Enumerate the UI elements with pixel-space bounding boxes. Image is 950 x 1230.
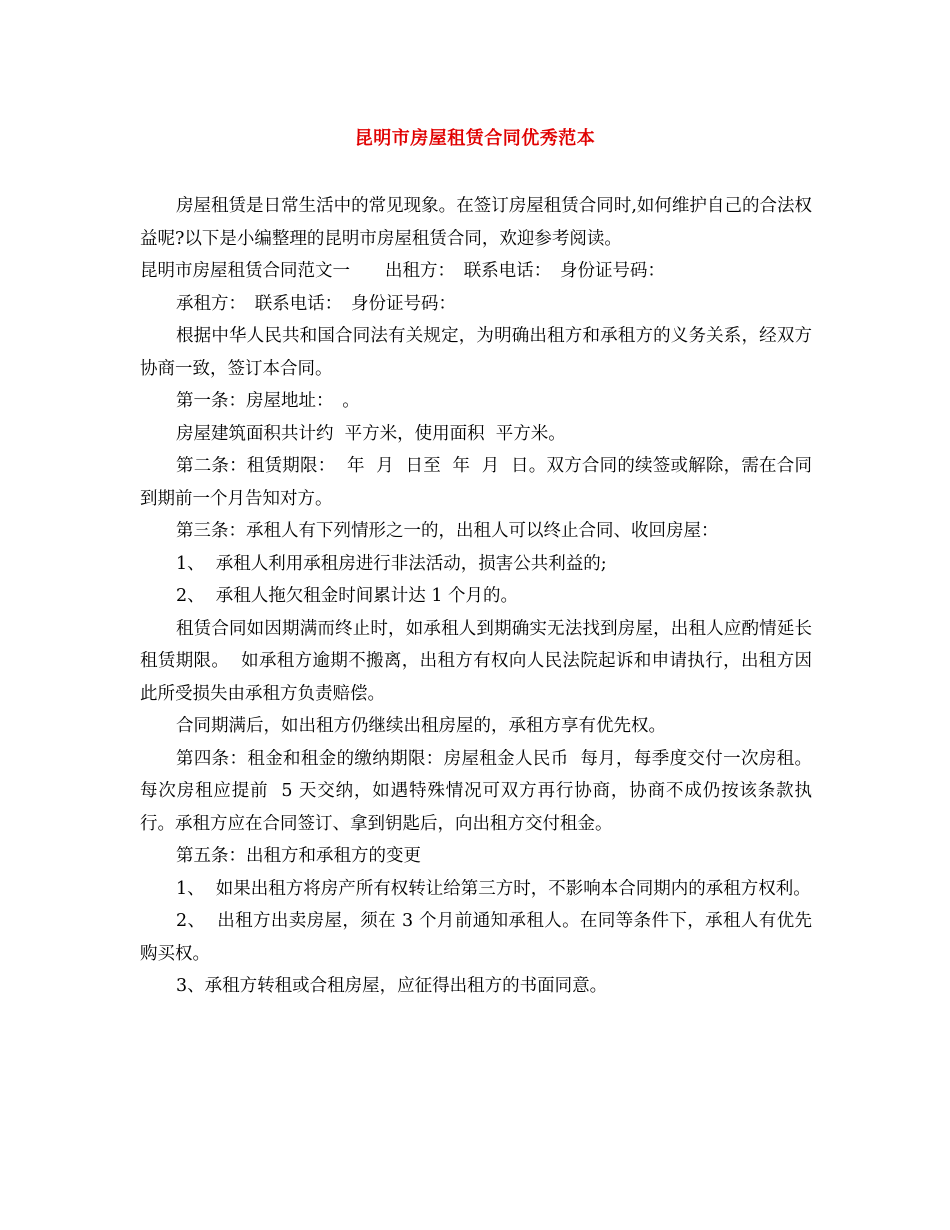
paragraph-legal-basis: 根据中华人民共和国合同法有关规定，为明确出租方和承租方的义务关系，经双方协商一致，签订本合同。 <box>140 326 812 379</box>
paragraph-article-5-item-2: 2、 出租方出卖房屋，须在 3 个月前通知承租人。在同等条件下，承租人有优先购买权。 <box>140 911 812 964</box>
paragraph-article-3-item-2: 2、 承租人拖欠租金时间累计达 1 个月的。 <box>176 586 519 606</box>
paragraph-article-3-item-1: 1、 承租人利用承租房进行非法活动，损害公共利益的; <box>176 553 607 574</box>
paragraph-article-3: 第三条：承租人有下列情形之一的，出租人可以终止合同、收回房屋： <box>176 521 719 541</box>
paragraph-article-1: 第一条：房屋地址： 。 <box>176 391 360 411</box>
paragraph-intro: 房屋租赁是日常生活中的常见现象。在签订房屋租赁合同时,如何维护自己的合法权益呢?以下是小编整理的昆明市房屋租赁合同，欢迎参考阅读。 <box>140 196 812 249</box>
paragraph-article-5: 第五条：出租方和承租方的变更 <box>176 846 421 866</box>
paragraph-priority: 合同期满后，如出租方仍继续出租房屋的，承租方享有优先权。 <box>176 716 666 736</box>
document-body <box>140 190 812 1003</box>
paragraph-article-5-item-1: 1、 如果出租方将房产所有权转让给第三方时，不影响本合同期内的承租方权利。 <box>176 878 811 899</box>
paragraph-article-4: 第四条：租金和租金的缴纳期限：房屋租金人民币 每月，每季度交付一次房租。每次房租应提前 5 天交纳，如遇特殊情况可双方再行协商，协商不成仍按该条款执行。承租方应在合同签订、拿到钥匙后，向出租方交付租金。 <box>140 748 812 834</box>
paragraph-expiry: 租赁合同如因期满而终止时，如承租人到期确实无法找到房屋，出租人应酌情延长租赁期限。 如承租方逾期不搬离，出租方有权向人民法院起诉和申请执行，出租方因此所受损失由承租方负责赔偿。 <box>140 618 812 704</box>
paragraph-article-2: 第二条：租赁期限： 年 月 日至 年 月 日。双方合同的续签或解除，需在合同到期前一个月告知对方。 <box>140 456 812 509</box>
paragraph-area: 房屋建筑面积共计约 平方米，使用面积 平方米。 <box>176 423 566 444</box>
paragraph-sample-heading: 昆明市房屋租赁合同范文一 出租方： 联系电话： 身份证号码： <box>140 261 665 281</box>
paragraph-article-5-item-3: 3、承租方转租或合租房屋，应征得出租方的书面同意。 <box>176 976 608 996</box>
paragraph-lessee: 承租方： 联系电话： 身份证号码： <box>176 293 456 314</box>
document-title: 昆明市房屋租赁合同优秀范本 <box>354 128 596 149</box>
